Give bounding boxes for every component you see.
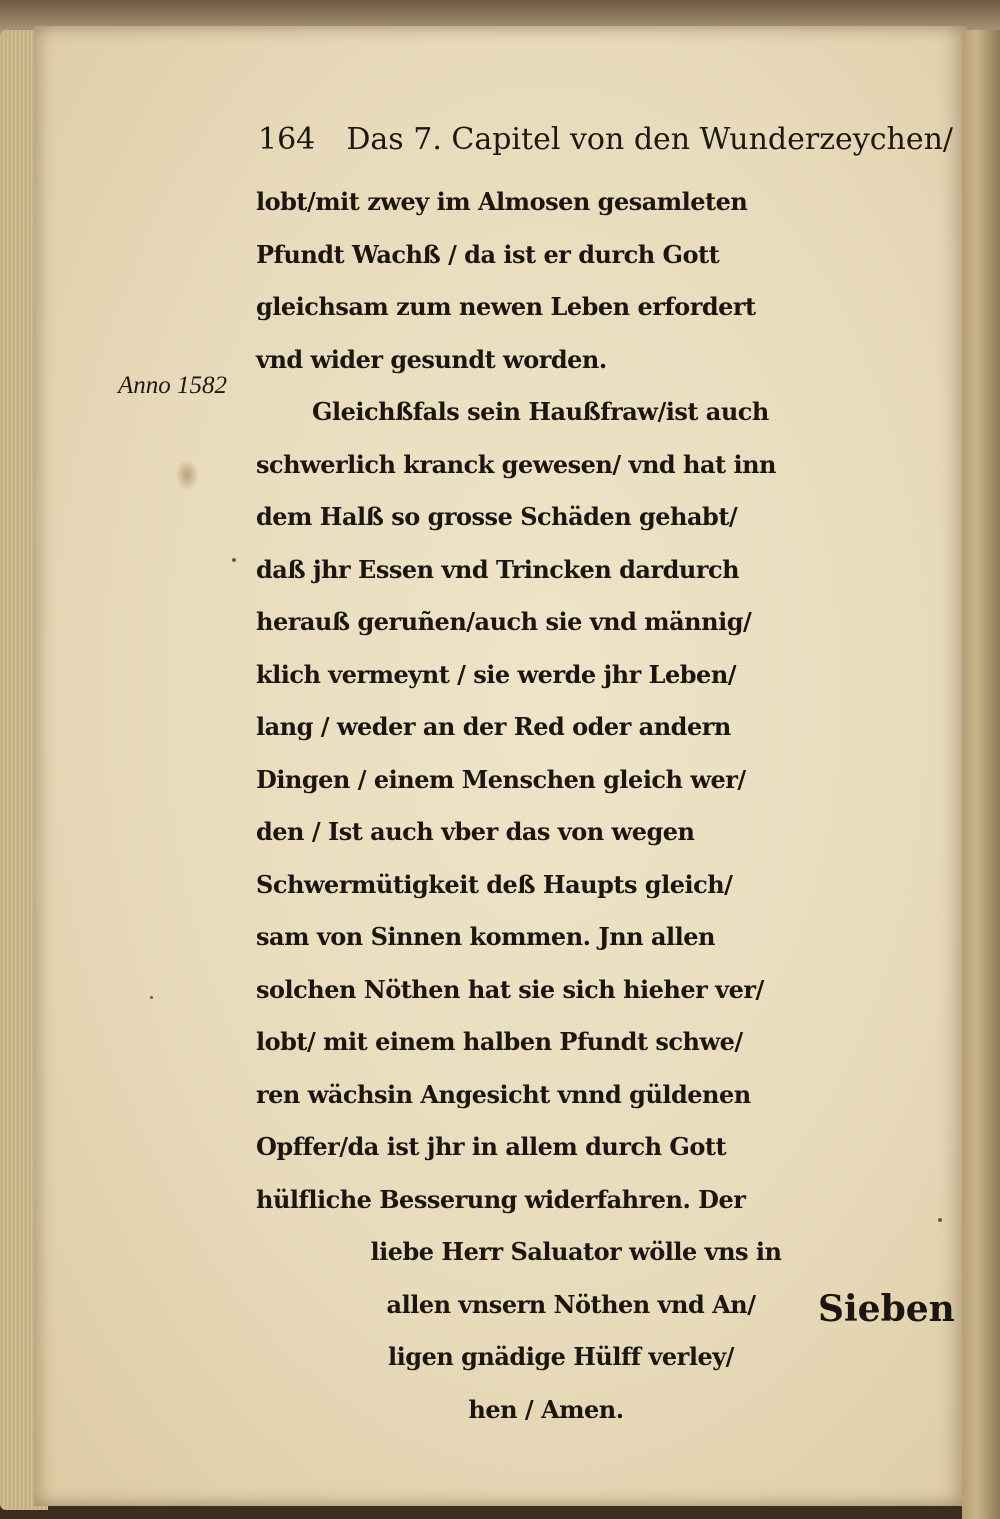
ink-speck: [150, 996, 153, 999]
page-number: 164: [258, 122, 316, 157]
text-line: allen vnsern Nöthen vnd An/: [386, 1289, 756, 1319]
ink-speck: [938, 1218, 942, 1222]
text-line: solchen Nöthen hat sie sich hieher ver/: [256, 974, 764, 1004]
text-line: lang / weder an der Red oder andern: [256, 712, 731, 741]
text-line: gleichsam zum newen Leben erfordert: [256, 292, 756, 321]
book-right-edge: [962, 30, 1000, 1519]
text-line: ren wächsin Angesicht vnnd güldenen: [256, 1079, 751, 1109]
text-line: herauß geruñen/auch sie vnd männig/: [256, 607, 752, 636]
text-line: sam von Sinnen kommen. Jnn allen: [256, 922, 715, 951]
text-line: Pfundt Wachß / da ist er durch Gott: [256, 239, 720, 269]
text-line: Gleichßfals sein Haußfraw/ist auch: [312, 397, 769, 426]
text-line: klich vermeynt / sie werde jhr Leben/: [256, 659, 737, 689]
text-line: hülfliche Besserung widerfahren. Der: [256, 1184, 746, 1214]
paper-stain: [176, 460, 198, 490]
running-header: [258, 122, 954, 157]
text-line: dem Halß so grosse Schäden gehabt/: [256, 502, 738, 531]
ink-speck: [232, 558, 236, 562]
text-line: schwerlich kranck gewesen/ vnd hat inn: [256, 449, 776, 479]
catchword: Sieben: [818, 1288, 955, 1330]
text-line: daß jhr Essen vnd Trincken dardurch: [256, 554, 740, 584]
text-line: Schwermütigkeit deß Haupts gleich/: [256, 869, 733, 899]
text-line: Opffer/da ist jhr in allem durch Gott: [256, 1132, 727, 1161]
text-line: lobt/mit zwey im Almosen gesamleten: [256, 187, 748, 216]
text-line: vnd wider gesundt worden.: [256, 344, 607, 374]
text-line: ligen gnädige Hülff verley/: [388, 1342, 734, 1371]
text-line: lobt/ mit einem halben Pfundt schwe/: [256, 1027, 743, 1056]
text-line: Dingen / einem Menschen gleich wer/: [256, 764, 746, 794]
text-line: hen / Amen.: [468, 1394, 624, 1424]
body-text: [256, 176, 936, 1436]
margin-note: Anno 1582: [118, 372, 228, 399]
running-title: Das 7. Capitel von den Wunderzeychen/: [346, 122, 954, 157]
text-line: liebe Herr Saluator wölle vns in: [370, 1237, 782, 1266]
text-line: den / Ist auch vber das von wegen: [256, 817, 695, 846]
